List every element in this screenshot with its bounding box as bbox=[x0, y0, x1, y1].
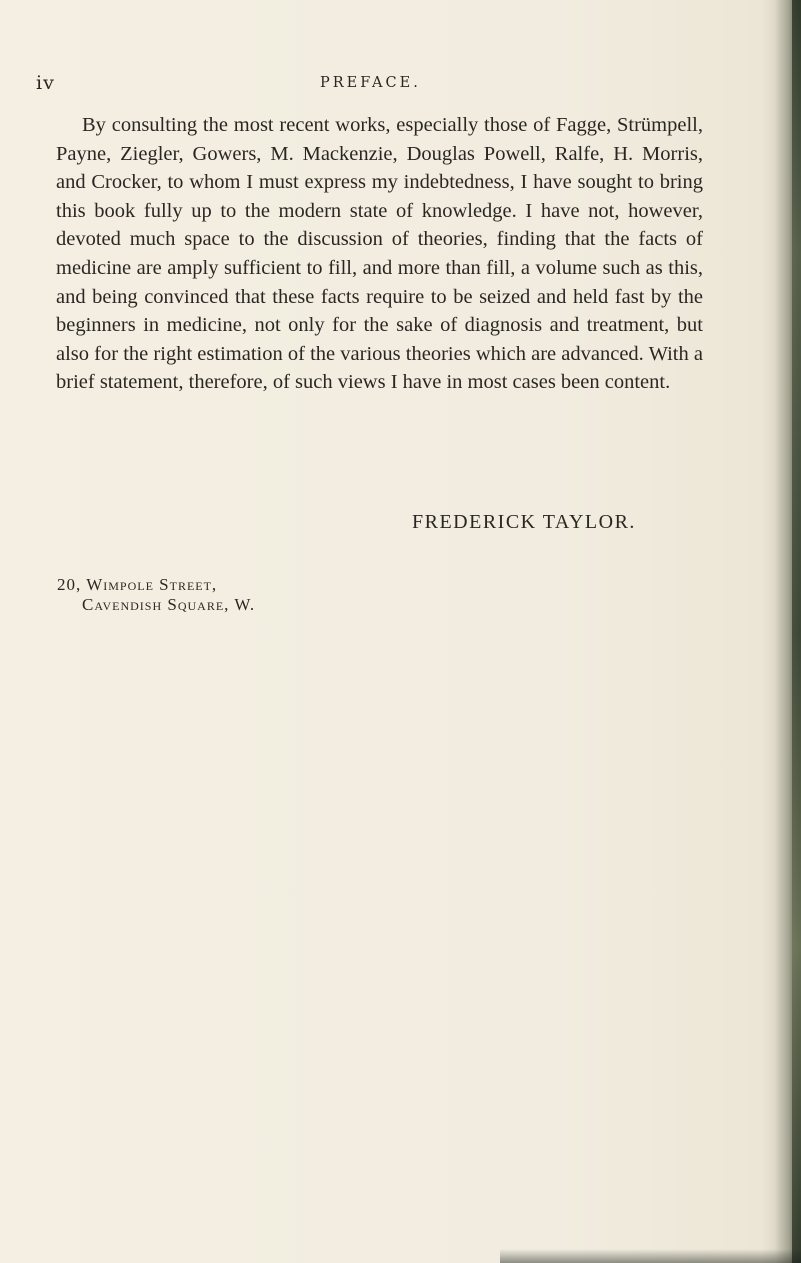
book-cover-edge bbox=[792, 0, 801, 1263]
page-number: iv bbox=[36, 72, 55, 94]
bottom-edge-shadow bbox=[500, 1249, 801, 1263]
address-line-2: Cavendish Square, W. bbox=[82, 595, 256, 614]
preface-paragraph: By consulting the most recent works, especially those of Fagge, Strümpell, Payne, Ziegler, Gowers, M. Mackenzie, Douglas Powell, Ralfe, H. Morris, and Crocker, to whom I must express my indebtedness, I have sought to bring this book fully up to the modern state of knowledge. I have not, however, devoted much space to the discussion of theories, finding that the facts of medicine are amply sufficient to fill, and more than fill, a volume such as this, and being convinced that these facts require to be seized and held fast by the beginners in medicine, not only for the sake of diagnosis and treatment, but also for the right estimation of the various theories which are advanced. With a brief statement, therefore, of such views I have in most cases been content. bbox=[56, 114, 703, 394]
address-line-1: 20, Wimpole Street, bbox=[57, 575, 218, 594]
running-head: PREFACE. bbox=[320, 75, 421, 91]
author-signature: FREDERICK TAYLOR. bbox=[412, 511, 636, 533]
